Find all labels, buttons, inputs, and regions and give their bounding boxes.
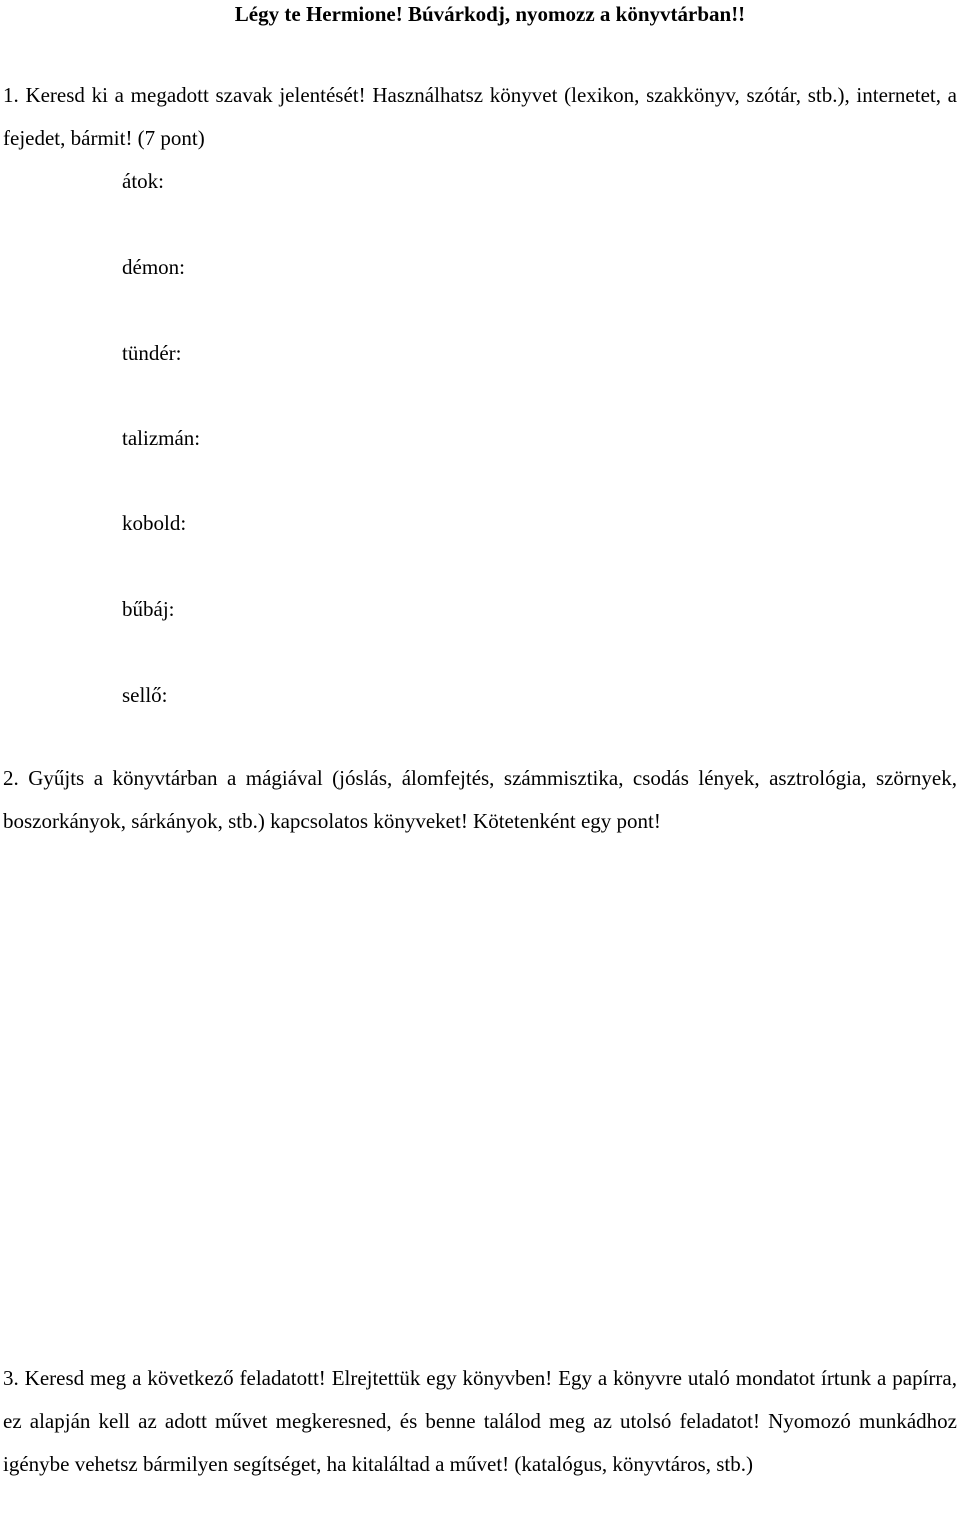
term-kobold: kobold: xyxy=(122,511,187,535)
task-1-instruction: 1. Keresd ki a megadott szavak jelentését! Használhatsz könyvet (lexikon, szakkönyv, szótár, stb.), internetet, a fejedet, bármit! (7 pont) xyxy=(3,83,957,150)
term-bubaj: bűbáj: xyxy=(122,597,175,621)
page-title: Légy te Hermione! Búvárkodj, nyomozz a könyvtárban!! xyxy=(234,2,746,26)
term-talizman: talizmán: xyxy=(122,426,201,450)
task-2-instruction: 2. Gyűjts a könyvtárban a mágiával (jóslás, álomfejtés, számmisztika, csodás lények, asztrológia, szörnyek, boszorkányok, sárkányok, stb.) kapcsolatos könyveket! Kötetenként egy pont! xyxy=(3,766,957,833)
term-tunder: tündér: xyxy=(122,341,182,365)
term-sello: sellő: xyxy=(122,683,168,707)
term-atok: átok: xyxy=(122,169,164,193)
task-3-instruction: 3. Keresd meg a következő feladatott! Elrejtettük egy könyvben! Egy a könyvre utaló mondatot írtunk a papírra, ez alapján kell az adott művet megkeresned, és benne találod meg az utolsó feladatot! Nyomozó munkádhoz igénybe vehetsz bármilyen segítséget, ha kitaláltad a művet! (katalógus, könyvtáros, stb.) xyxy=(3,1366,957,1476)
term-demon: démon: xyxy=(122,255,185,279)
